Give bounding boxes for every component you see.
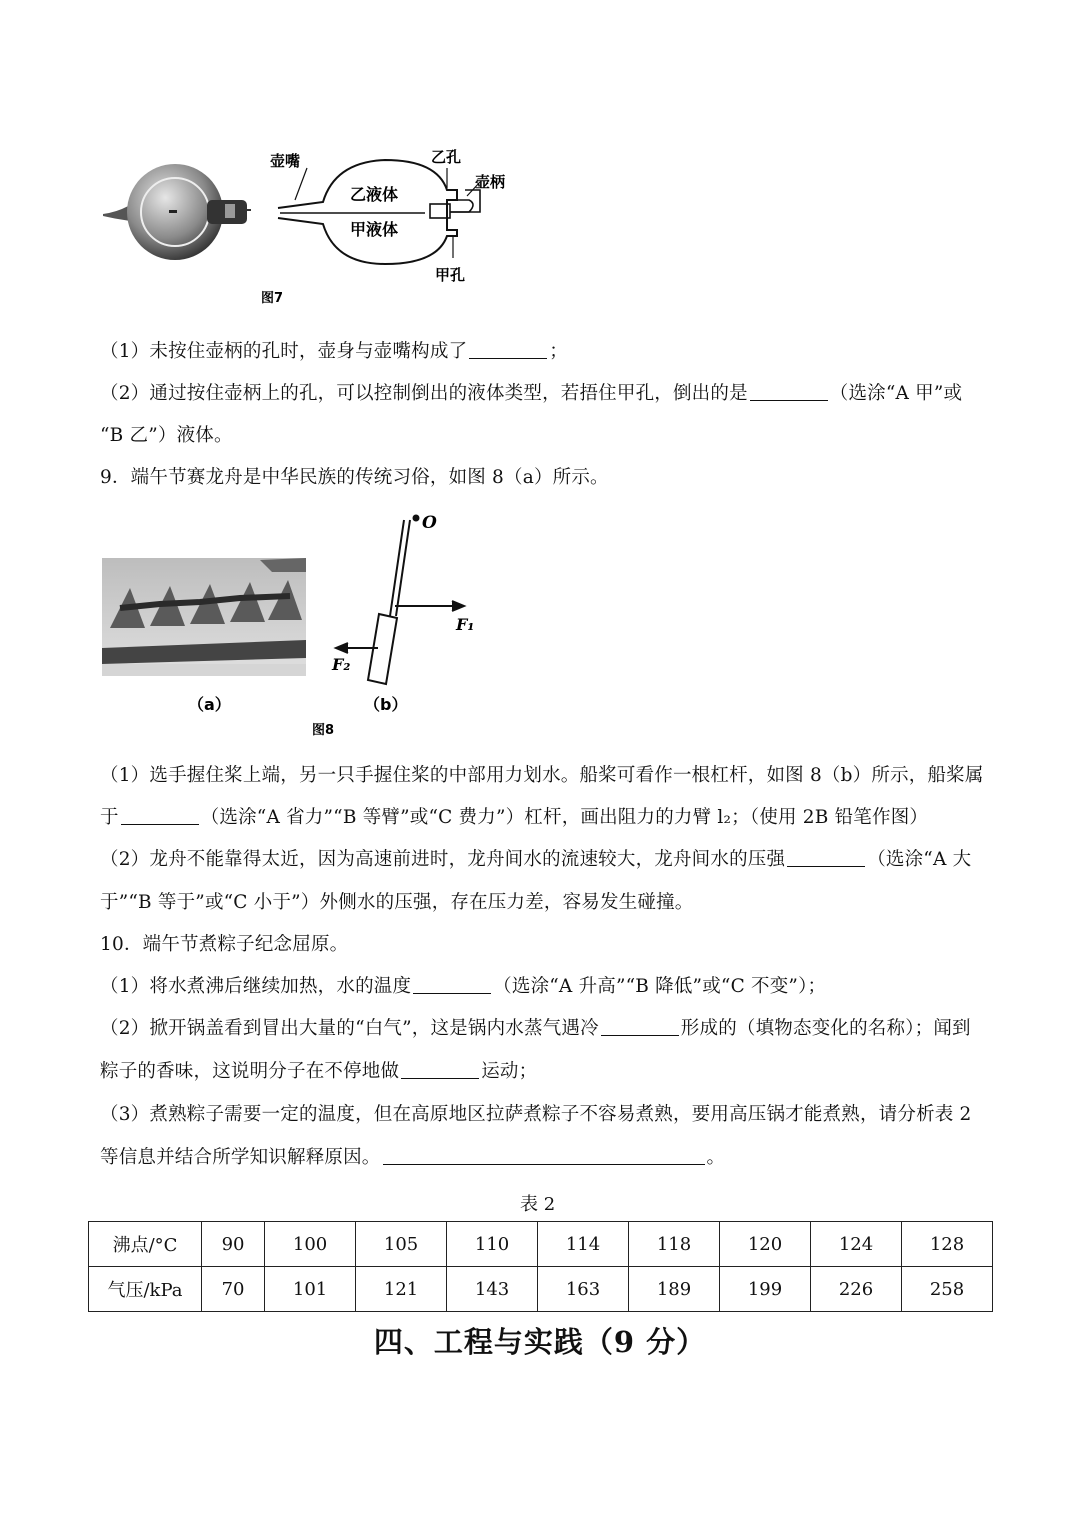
table-cell: 70 [202,1267,265,1312]
q10-part1: （1）将水煮沸后继续加热，水的温度 （选涂“A 升高”“B 降低”或“C 不变”）； [100,976,827,997]
table-cell: 118 [629,1222,720,1267]
table-cell: 100 [265,1222,356,1267]
label-hole-b: 乙孔 [431,148,462,166]
q8-part1: （1）未按住壶柄的孔时，壶身与壶嘴构成了 ； [100,341,568,362]
label-subfig-a: （a） [188,695,231,714]
answer-blank[interactable] [413,975,491,994]
table-cell: 105 [356,1222,447,1267]
q10-part3-line1: （3）煮熟粽子需要一定的温度，但在高原地区拉萨煮粽子不容易煮熟，要用高压锅才能煮熟，请分析表 2 [100,1104,972,1125]
oar-lever-diagram [336,516,464,685]
answer-blank[interactable] [383,1146,705,1165]
label-pivot-o: O [422,513,437,533]
table-cell: 226 [811,1267,902,1312]
figure-7-caption: 图7 [261,291,284,306]
figure-8-caption: 图8 [312,723,335,738]
q8-part2-cont: “B 乙”）液体。 [100,425,233,446]
table-cell: 163 [538,1267,629,1312]
section-heading: 四、工程与实践（9 分） [373,1325,707,1359]
table-cell: 143 [447,1267,538,1312]
q9-part2-line2: 于”“B 等于”或“C 小于”）外侧水的压强，存在压力差，容易发生碰撞。 [100,892,694,913]
figure-7 [95,140,525,315]
q10-part2-line2: 粽子的香味，这说明分子在不停地做 运动； [100,1061,538,1082]
q10-stem: 10．端午节煮粽子纪念屈原。 [100,934,349,955]
label-subfig-b: （b） [364,695,408,714]
table-2 [88,1221,993,1312]
answer-blank[interactable] [787,848,865,867]
table-cell: 258 [901,1267,992,1312]
table-cell: 199 [720,1267,811,1312]
teapot-photo [103,164,251,260]
q9-part1-line1: （1）选手握住桨上端，另一只手握住桨的中部用力划水。船桨可看作一根杠杆，如图 8（b）所示，船桨属 [100,765,984,786]
q9-stem: 9．端午节赛龙舟是中华民族的传统习俗，如图 8（a）所示。 [100,467,609,488]
row-header-pressure: 气压/kPa [89,1267,202,1312]
table-cell: 189 [629,1267,720,1312]
q9-part1-line2: 于 （选涂“A 省力”“B 等臂”或“C 费力”）杠杆，画出阻力的力臂 l₂；（使用 2B 铅笔作图） [100,807,929,828]
row-header-boiling-point: 沸点/°C [89,1222,202,1267]
q8-part2: （2）通过按住壶柄上的孔，可以控制倒出的液体类型，若捂住甲孔，倒出的是 （选涂“A 甲”或 [100,383,963,404]
figure-8 [100,508,480,743]
q10-part2-line1: （2）掀开锅盖看到冒出大量的“白气”，这是锅内水蒸气遇冷 形成的（填物态变化的名称）；闻到 [100,1018,971,1039]
label-force-f2: F₂ [332,655,351,674]
q10-part3-line2: 等信息并结合所学知识解释原因。 。 [100,1147,726,1168]
label-hole-a: 甲孔 [435,266,466,284]
teapot-schematic [278,160,480,264]
answer-blank[interactable] [601,1017,679,1036]
label-handle: 壶柄 [475,173,506,191]
label-force-f1: F₁ [456,615,475,634]
table-row [89,1267,993,1312]
table-cell: 90 [202,1222,265,1267]
answer-blank[interactable] [469,340,547,359]
table-cell: 121 [356,1267,447,1312]
q9-part2-line1: （2）龙舟不能靠得太近，因为高速前进时，龙舟间水的流速较大，龙舟间水的压强 （选涂“A 大 [100,849,972,870]
table-cell: 124 [811,1222,902,1267]
answer-blank[interactable] [401,1060,479,1079]
label-liquid-b: 乙液体 [350,185,399,204]
label-liquid-a: 甲液体 [350,220,399,239]
table-2-caption: 表 2 [520,1194,556,1215]
table-cell: 128 [901,1222,992,1267]
table-cell: 110 [447,1222,538,1267]
table-row [89,1222,993,1267]
dragon-boat-photo [102,558,306,676]
table-cell: 120 [720,1222,811,1267]
table-cell: 114 [538,1222,629,1267]
answer-blank[interactable] [750,382,828,401]
answer-blank[interactable] [121,806,199,825]
label-spout: 壶嘴 [270,152,301,170]
table-cell: 101 [265,1267,356,1312]
